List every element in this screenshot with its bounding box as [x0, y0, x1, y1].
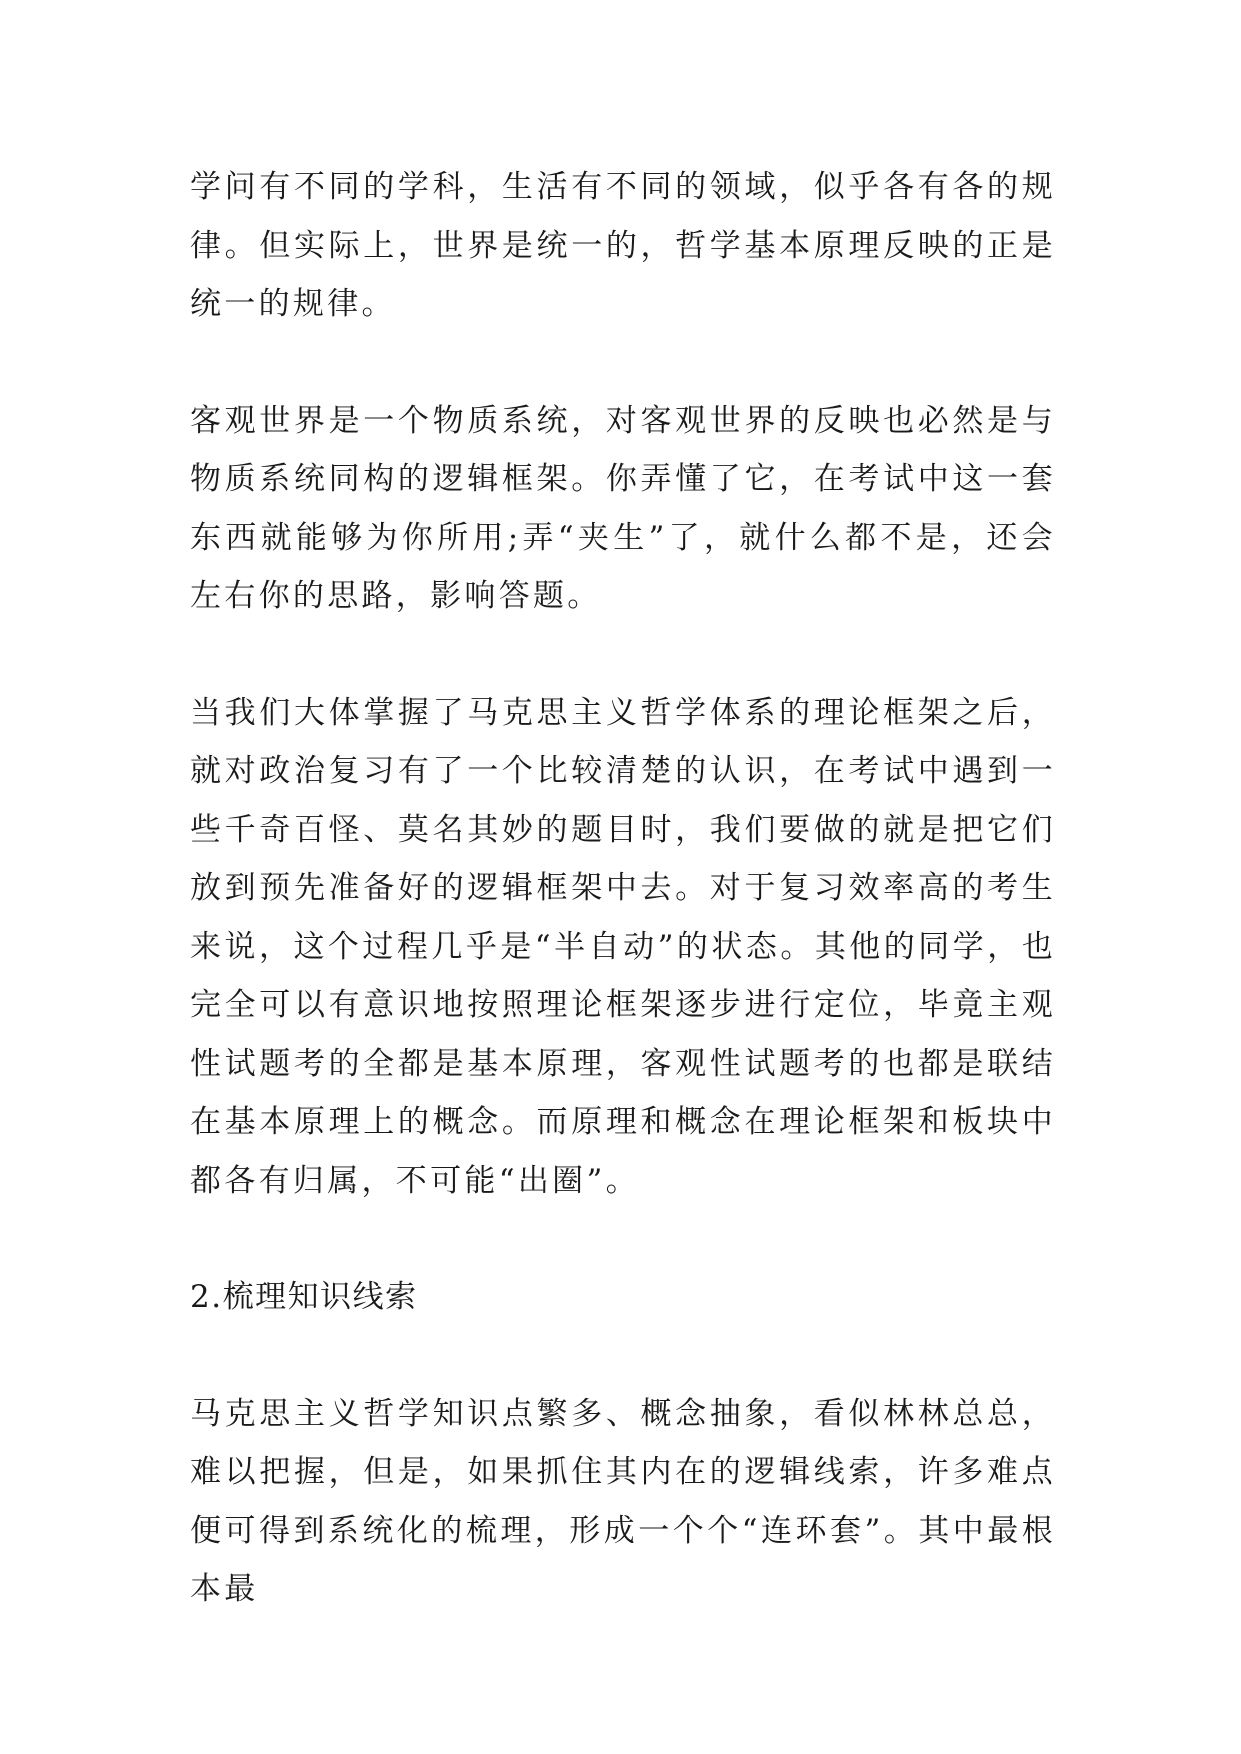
paragraph-4: 马克思主义哲学知识点繁多、概念抽象，看似林林总总，难以把握，但是，如果抓住其内在的逻辑线索，许多难点便可得到系统化的梳理，形成一个个“连环套”。其中最根本最	[190, 1395, 1056, 1607]
paragraph-2: 客观世界是一个物质系统，对客观世界的反映也必然是与物质系统同构的逻辑框架。你弄懂了它，在考试中这一套东西就能够为你所用;弄“夹生”了，就什么都不是，还会左右你的思路，影响答题。	[190, 402, 1056, 614]
paragraph-1: 学问有不同的学科，生活有不同的领域，似乎各有各的规律。但实际上，世界是统一的，哲学基本原理反映的正是统一的规律。	[190, 169, 1056, 322]
section-heading: 2.梳理知识线索	[190, 1279, 418, 1315]
paragraph-3: 当我们大体掌握了马克思主义哲学体系的理论框架之后，就对政治复习有了一个比较清楚的认识，在考试中遇到一些千奇百怪、莫名其妙的题目时，我们要做的就是把它们放到预先准备好的逻辑框架中去。对于复习效率高的考生来说，这个过程几乎是“半自动”的状态。其他的同学，也完全可以有意识地按照理论框架逐步进行定位，毕竟主观性试题考的全都是基本原理，客观性试题考的也都是联结在基本原理上的概念。而原理和概念在理论框架和板块中都各有归属，不可能“出圈”。	[190, 694, 1056, 1199]
document-body	[190, 158, 1056, 1619]
